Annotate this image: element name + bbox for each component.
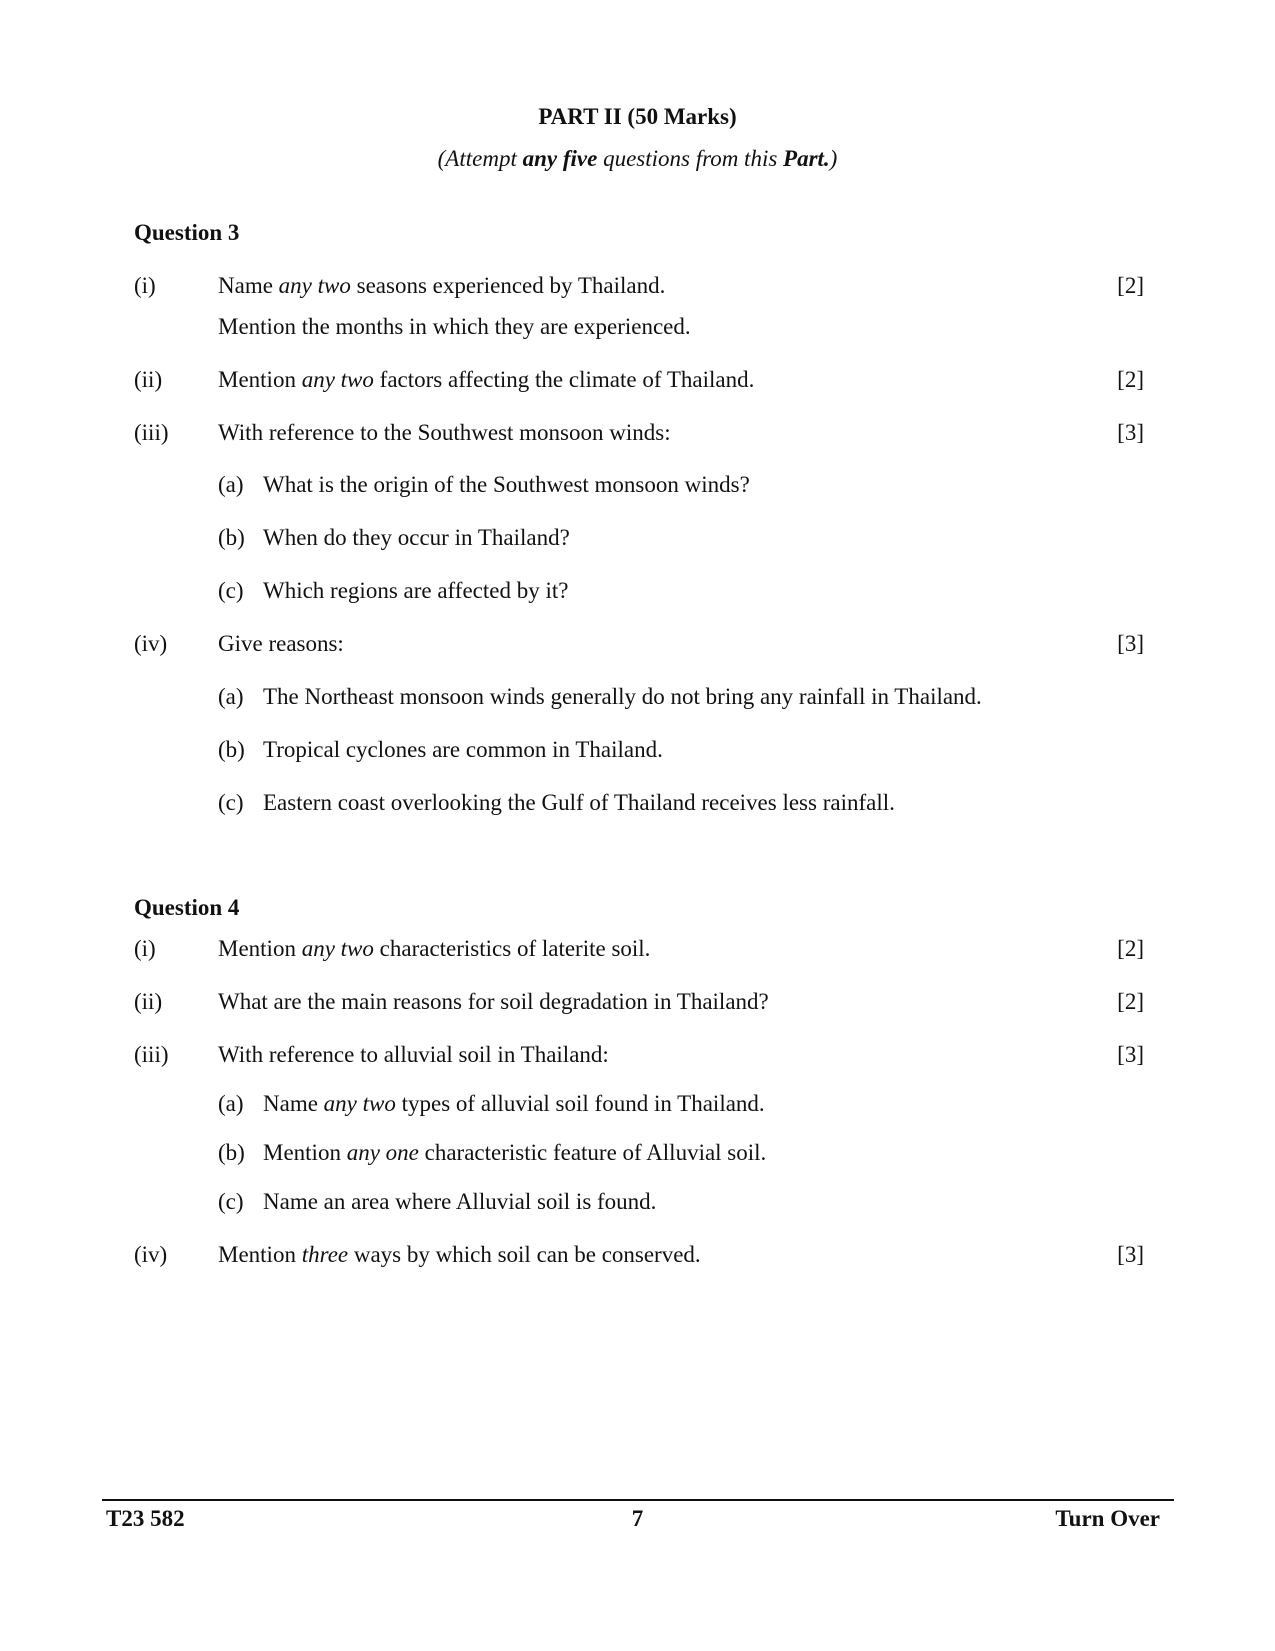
q3-ii-text: Mention any two factors affecting the climate of Thailand. bbox=[218, 367, 755, 392]
q3-i-text: Name any two seasons experienced by Thailand. bbox=[218, 273, 666, 298]
q3-i bbox=[134, 273, 1144, 303]
q3-iv-text: Give reasons: bbox=[218, 631, 344, 656]
paper-code: T23 582 bbox=[106, 1506, 185, 1531]
q3-iv-c: (c) Eastern coast overlooking the Gulf of Thailand receives less rainfall. bbox=[218, 790, 895, 815]
q4-iv-text: Mention three ways by which soil can be conserved. bbox=[218, 1242, 701, 1267]
q4-i-number: (i) bbox=[134, 936, 156, 961]
q4-iii-text: With reference to alluvial soil in Thailand: bbox=[218, 1042, 609, 1067]
q3-iii-marks: [3] bbox=[1117, 420, 1144, 445]
q3-iii bbox=[134, 420, 1144, 450]
q3-iii-number: (iii) bbox=[134, 420, 169, 445]
q3-ii-number: (ii) bbox=[134, 367, 163, 392]
q3-iv bbox=[134, 631, 1144, 661]
q3-ii-marks: [2] bbox=[1117, 367, 1144, 392]
part-title: PART II (50 Marks) bbox=[538, 104, 737, 129]
q3-i-marks: [2] bbox=[1117, 273, 1144, 298]
q3-iv-b: (b) Tropical cyclones are common in Thailand. bbox=[218, 737, 663, 762]
q4-iii-marks: [3] bbox=[1117, 1042, 1144, 1067]
q4-ii-number: (ii) bbox=[134, 989, 163, 1014]
q4-iii-number: (iii) bbox=[134, 1042, 169, 1067]
part-instructions: (Attempt any five questions from this Part.) bbox=[437, 146, 838, 171]
q4-ii-marks: [2] bbox=[1117, 989, 1144, 1014]
q3-i-text-line2: Mention the months in which they are experienced. bbox=[218, 314, 691, 339]
q4-iv bbox=[134, 1242, 1144, 1272]
q4-iv-marks: [3] bbox=[1117, 1242, 1144, 1267]
question-4-title: Question 4 bbox=[134, 895, 240, 920]
q3-iii-text: With reference to the Southwest monsoon winds: bbox=[218, 420, 671, 445]
q3-iii-c: (c) Which regions are affected by it? bbox=[218, 578, 569, 603]
q3-iii-b: (b) When do they occur in Thailand? bbox=[218, 525, 570, 550]
q4-iii-b: (b) Mention any one characteristic feature of Alluvial soil. bbox=[218, 1140, 767, 1165]
q4-iii-c: (c) Name an area where Alluvial soil is found. bbox=[218, 1189, 657, 1214]
q3-i-line2 bbox=[134, 314, 1144, 344]
q3-ii bbox=[134, 367, 1144, 397]
q4-i bbox=[134, 936, 1144, 966]
q3-iv-a: (a) The Northeast monsoon winds generally do not bring any rainfall in Thailand. bbox=[218, 684, 982, 709]
q4-i-marks: [2] bbox=[1117, 936, 1144, 961]
turn-over: Turn Over bbox=[1055, 1506, 1160, 1531]
q3-iii-a: (a) What is the origin of the Southwest monsoon winds? bbox=[218, 472, 750, 497]
q4-iii-a: (a) Name any two types of alluvial soil found in Thailand. bbox=[218, 1091, 765, 1116]
footer-rule bbox=[102, 1499, 1174, 1501]
q3-iv-number: (iv) bbox=[134, 631, 168, 656]
q4-iv-number: (iv) bbox=[134, 1242, 168, 1267]
page-number: 7 bbox=[631, 1506, 644, 1531]
q4-ii-text: What are the main reasons for soil degradation in Thailand? bbox=[218, 989, 769, 1014]
q4-ii bbox=[134, 989, 1144, 1019]
q4-i-text: Mention any two characteristics of laterite soil. bbox=[218, 936, 651, 961]
q3-iv-marks: [3] bbox=[1117, 631, 1144, 656]
q4-iii bbox=[134, 1042, 1144, 1072]
question-3-title: Question 3 bbox=[134, 220, 240, 245]
q3-i-number: (i) bbox=[134, 273, 156, 298]
